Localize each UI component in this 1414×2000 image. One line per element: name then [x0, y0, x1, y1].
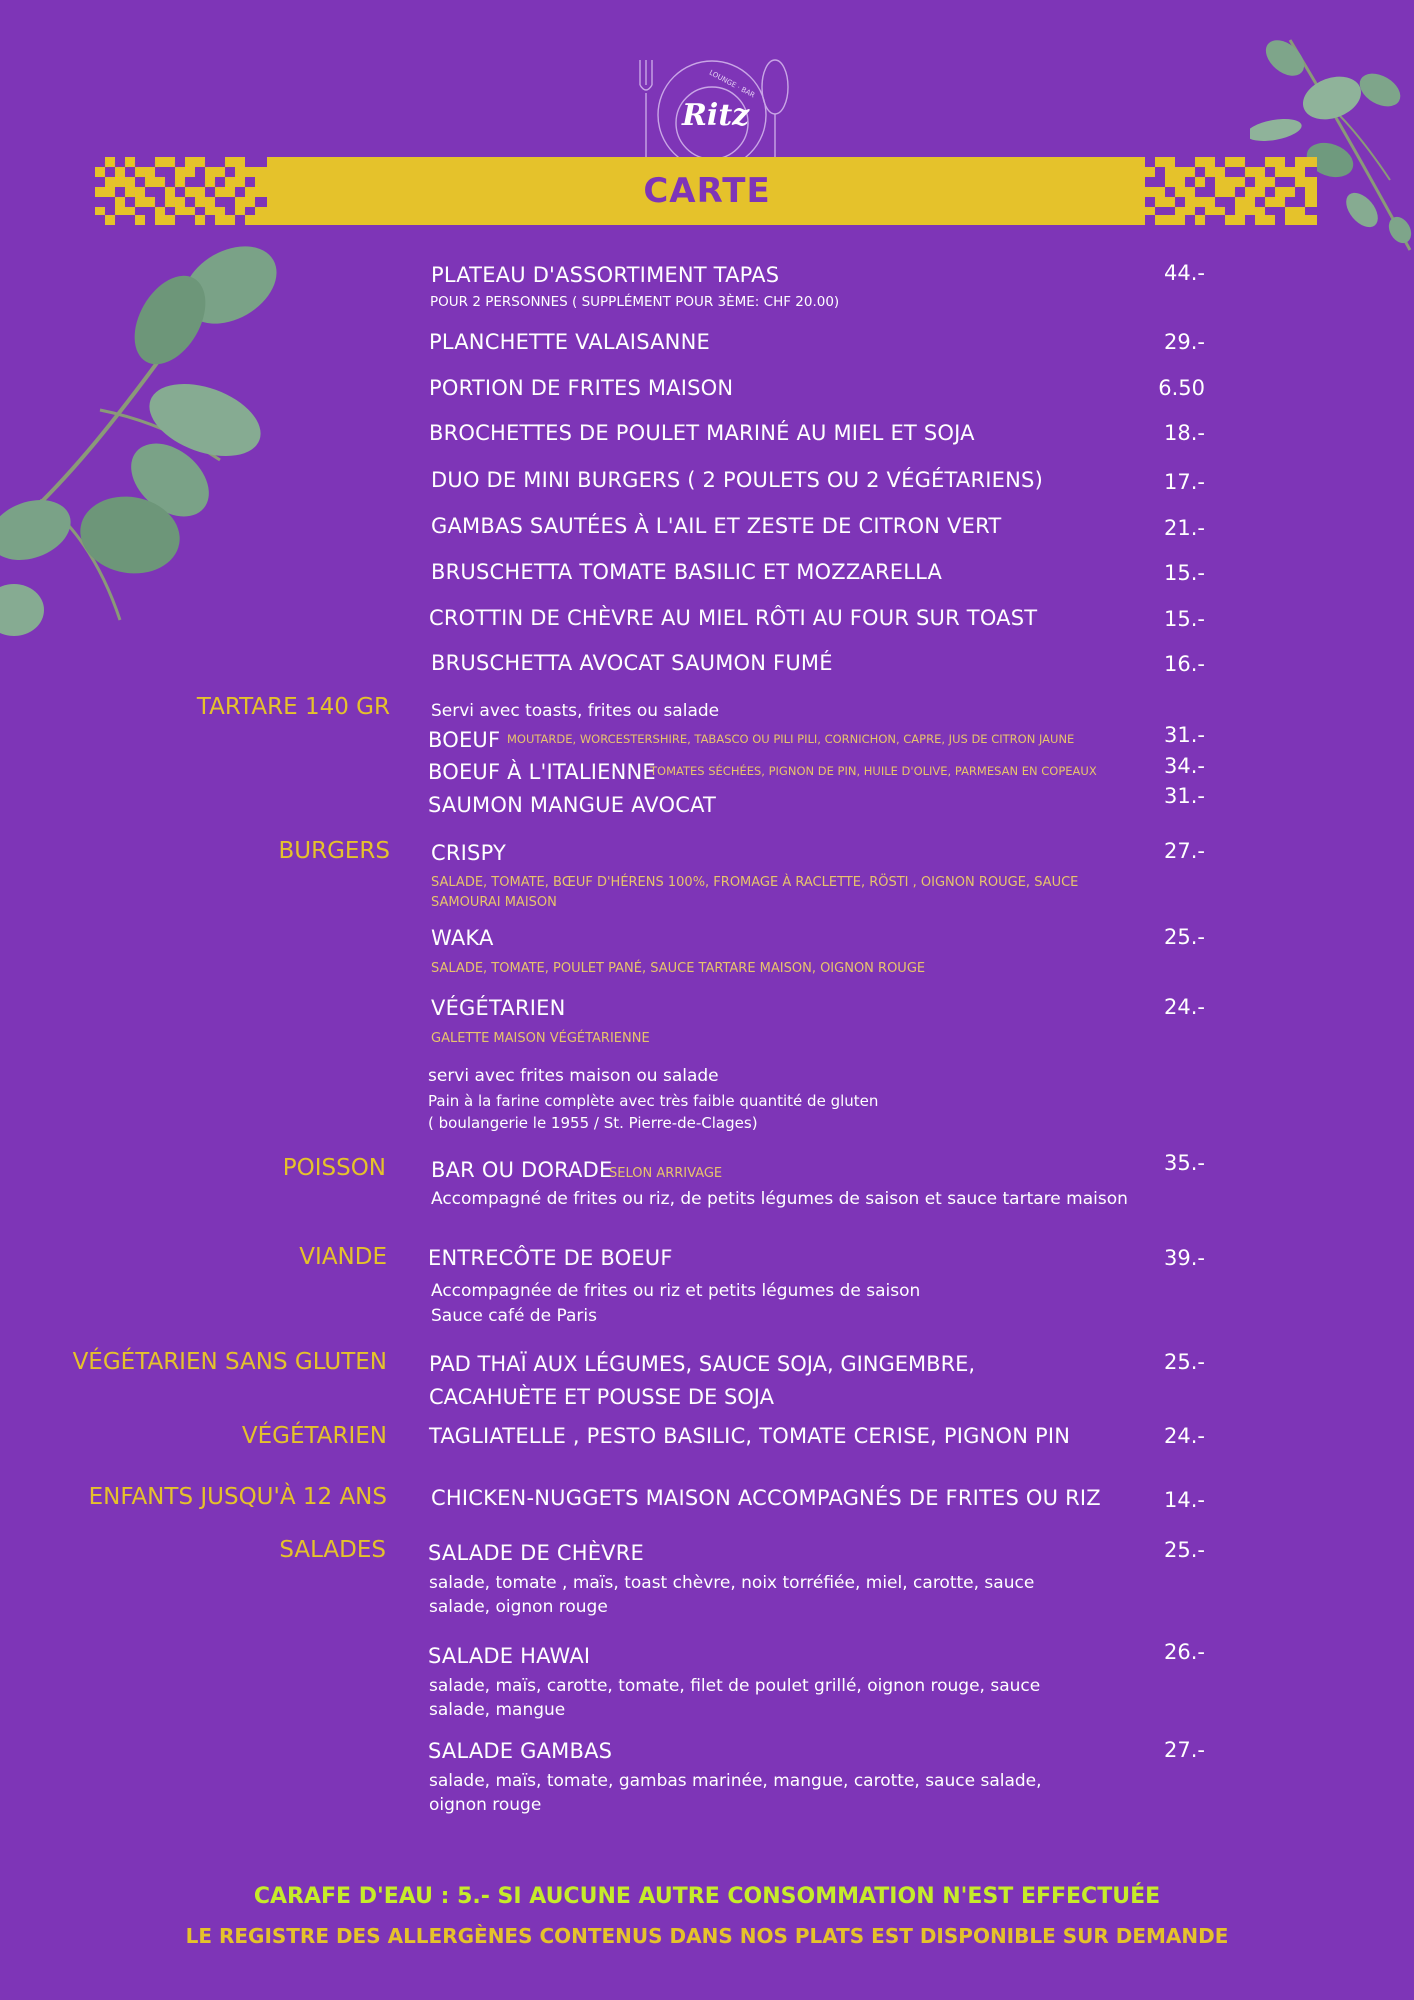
menu-item-description: Accompagnée de frites ou riz et petits légumes de saison	[431, 1281, 921, 1301]
category-vegetarien: VÉGÉTARIEN	[241, 1423, 387, 1449]
menu-item-price: 18.-	[1164, 421, 1205, 445]
menu-item-name: BROCHETTES DE POULET MARINÉ AU MIEL ET SOJA	[429, 421, 975, 445]
menu-item-description: salade, maïs, tomate, gambas marinée, mangue, carotte, sauce salade, oignon rouge	[429, 1771, 1042, 1815]
menu-item-description: salade, maïs, carotte, tomate, filet de poulet grillé, oignon rouge, sauce salade, mangue	[429, 1676, 1041, 1720]
menu-item-price: 26.-	[1164, 1640, 1205, 1664]
menu-item-detail: GALETTE MAISON VÉGÉTARIENNE	[431, 1031, 650, 1046]
category-salades: SALADES	[279, 1537, 386, 1563]
menu-item-price: 31.-	[1164, 723, 1205, 747]
menu-item-name: CHICKEN-NUGGETS MAISON ACCOMPAGNÉS DE FRITES OU RIZ	[431, 1486, 1101, 1510]
menu-item-note: POUR 2 PERSONNES ( SUPPLÉMENT POUR 3ÈME: CHF 20.00)	[430, 294, 840, 310]
menu-item-detail: SELON ARRIVAGE	[609, 1166, 723, 1181]
menu-item-price: 24.-	[1164, 995, 1205, 1019]
menu-item-price: 29.-	[1164, 330, 1205, 354]
menu-item-name: VÉGÉTARIEN	[431, 996, 566, 1020]
burgers-bread-source: ( boulangerie le 1955 / St. Pierre-de-Clages)	[428, 1114, 758, 1132]
menu-item-price: 34.-	[1164, 754, 1205, 778]
category-poisson: POISSON	[282, 1155, 386, 1181]
menu-item-name: CROTTIN DE CHÈVRE AU MIEL RÔTI AU FOUR SUR TOAST	[429, 606, 1038, 630]
menu-item-name: BOEUF À L'ITALIENNE	[428, 760, 656, 784]
tartare-intro: Servi avec toasts, frites ou salade	[431, 701, 720, 721]
category-tartare: TARTARE 140 GR	[196, 694, 390, 720]
allergen-notice: LE REGISTRE DES ALLERGÈNES CONTENUS DANS NOS PLATS EST DISPONIBLE SUR DEMANDE	[185, 1924, 1229, 1948]
eucalyptus-leaves-top-right-icon	[1250, 30, 1414, 260]
menu-item-price: 44.-	[1164, 261, 1205, 285]
menu-item-price: 14.-	[1164, 1488, 1205, 1512]
menu-item-price: 15.-	[1164, 561, 1205, 585]
menu-item-name: GAMBAS SAUTÉES À L'AIL ET ZESTE DE CITRON VERT	[431, 514, 1002, 538]
menu-item-name: BRUSCHETTA AVOCAT SAUMON FUMÉ	[431, 651, 833, 675]
menu-item-detail: SALADE, TOMATE, POULET PANÉ, SAUCE TARTARE MAISON, OIGNON ROUGE	[431, 961, 926, 976]
menu-item-description: Accompagné de frites ou riz, de petits légumes de saison et sauce tartare maison	[431, 1189, 1128, 1209]
menu-item-price: 25.-	[1164, 925, 1205, 949]
menu-item-sauce: Sauce café de Paris	[431, 1306, 597, 1326]
logo-name: Ritz	[682, 98, 750, 133]
menu-item-name: SALADE DE CHÈVRE	[428, 1541, 645, 1565]
water-carafe-notice: CARAFE D'EAU : 5.- SI AUCUNE AUTRE CONSOMMATION N'EST EFFECTUÉE	[253, 1884, 1161, 1909]
category-burgers: BURGERS	[278, 838, 390, 864]
menu-item-name: PORTION DE FRITES MAISON	[429, 376, 734, 400]
logo-tagline: LOUNGE · BAR	[707, 68, 757, 100]
page-title: CARTE	[643, 171, 771, 211]
menu-item-name: PAD THAÏ AUX LÉGUMES, SAUCE SOJA, GINGEMBRE, CACAHUÈTE ET POUSSE DE SOJA	[429, 1352, 976, 1409]
menu-item-price: 39.-	[1164, 1246, 1205, 1270]
menu-item-detail: SALADE, TOMATE, BŒUF D'HÉRENS 100%, FROMAGE À RACLETTE, RÖSTI , OIGNON ROUGE, SAUCE SAMOURAI MAISON	[431, 875, 1079, 910]
menu-item-price: 27.-	[1164, 1738, 1205, 1762]
menu-item-price: 15.-	[1164, 607, 1205, 631]
menu-item-name: BRUSCHETTA TOMATE BASILIC ET MOZZARELLA	[431, 560, 943, 584]
menu-item-name: DUO DE MINI BURGERS ( 2 POULETS OU 2 VÉGÉTARIENS)	[431, 468, 1043, 492]
menu-item-name: BOEUF	[428, 728, 501, 752]
menu-item-detail: TOMATES SÉCHÉES, PIGNON DE PIN, HUILE D'OLIVE, PARMESAN EN COPEAUX	[650, 764, 1097, 778]
menu-item-price: 25.-	[1164, 1538, 1205, 1562]
menu-item-price: 21.-	[1164, 516, 1205, 540]
menu-item-name: SAUMON MANGUE AVOCAT	[428, 793, 717, 817]
category-viande: VIANDE	[299, 1244, 387, 1270]
menu-item-price: 6.50	[1158, 376, 1205, 400]
menu-item-price: 24.-	[1164, 1424, 1205, 1448]
menu-item-price: 16.-	[1164, 652, 1205, 676]
menu-item-detail: MOUTARDE, WORCESTERSHIRE, TABASCO OU PILI PILI, CORNICHON, CAPRE, JUS DE CITRON JAUNE	[507, 732, 1075, 746]
menu-item-price: 35.-	[1164, 1151, 1205, 1175]
menu-item-price: 17.-	[1164, 470, 1205, 494]
menu-item-name: CRISPY	[431, 841, 507, 865]
menu-item-name: TAGLIATELLE , PESTO BASILIC, TOMATE CERISE, PIGNON PIN	[429, 1424, 1071, 1448]
category-enfants: ENFANTS JUSQU'À 12 ANS	[88, 1484, 387, 1510]
menu-item-name: SALADE HAWAI	[428, 1644, 591, 1668]
menu-item-price: 31.-	[1164, 784, 1205, 808]
burgers-bread-note: Pain à la farine complète avec très faible quantité de gluten	[428, 1092, 879, 1110]
eucalyptus-branch-left-icon	[0, 240, 290, 640]
menu-item-name: PLATEAU D'ASSORTIMENT TAPAS	[431, 263, 780, 287]
menu-item-price: 27.-	[1164, 839, 1205, 863]
menu-item-name: PLANCHETTE VALAISANNE	[429, 330, 710, 354]
category-vegetarien-sans-gluten: VÉGÉTARIEN SANS GLUTEN	[72, 1349, 387, 1375]
menu-item-name: SALADE GAMBAS	[428, 1739, 613, 1763]
menu-item-description: salade, tomate , maïs, toast chèvre, noix torréfiée, miel, carotte, sauce salade, oignon rouge	[429, 1573, 1035, 1617]
menu-item-price: 25.-	[1164, 1350, 1205, 1374]
burgers-served-note: servi avec frites maison ou salade	[428, 1066, 719, 1086]
menu-item-name: ENTRECÔTE DE BOEUF	[428, 1246, 673, 1270]
menu-item-name: WAKA	[431, 926, 494, 950]
menu-item-name: BAR OU DORADE	[431, 1158, 613, 1182]
